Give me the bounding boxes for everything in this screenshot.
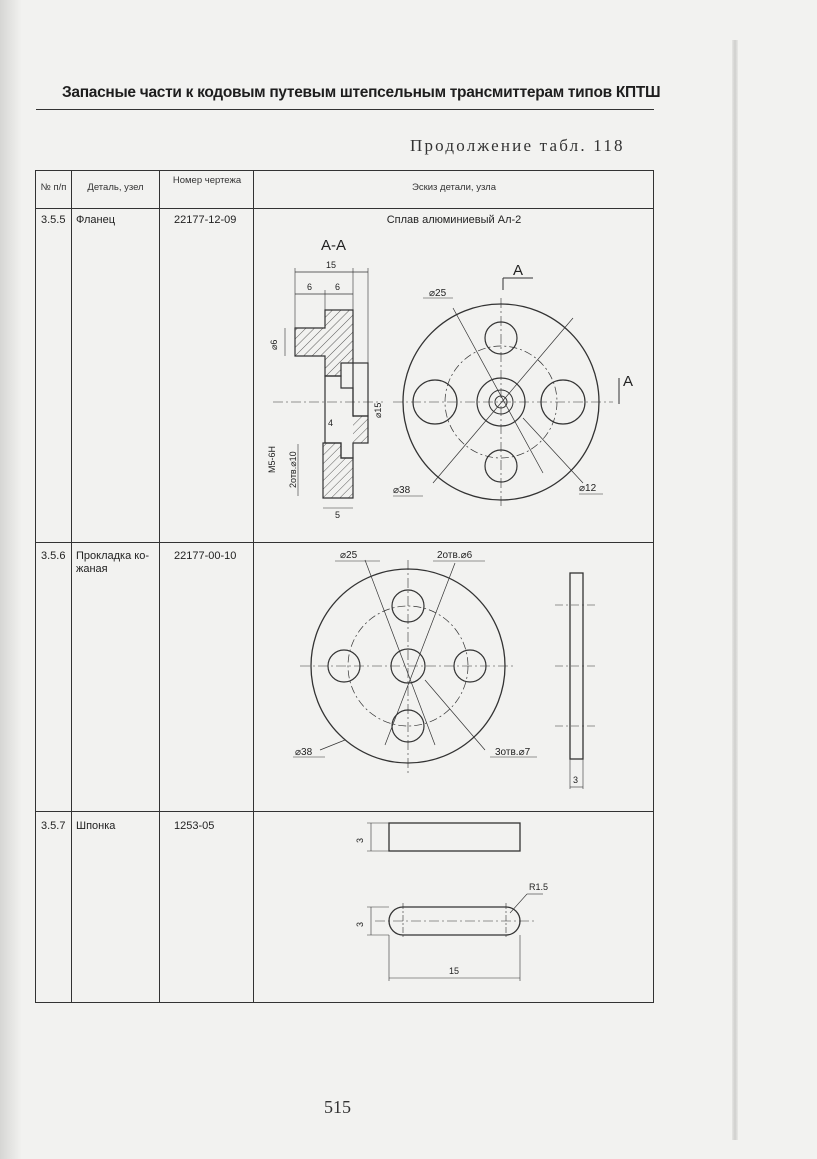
row-part-name: Фланец: [76, 214, 116, 226]
column-header-part: Деталь, узел: [87, 182, 144, 193]
row-drawing-number: 22177-12-09: [174, 214, 237, 226]
dim-d12: ⌀12: [579, 483, 597, 494]
key-drawing: [345, 818, 549, 988]
table-row-divider: [36, 208, 653, 209]
column-header-drawing: Номер чертежа: [172, 175, 242, 186]
table-col-divider: [159, 171, 160, 1002]
scan-shadow: [0, 0, 22, 1159]
flange-drawing: [253, 228, 653, 528]
row-part-name: Прокладка ко-жаная: [76, 550, 149, 575]
gasket-dim-d38: ⌀38: [295, 747, 313, 758]
dim-thread: М5-6Н: [267, 445, 277, 473]
dim-d6: ⌀6: [269, 339, 279, 350]
gasket-dim-3: 3: [573, 775, 579, 785]
scan-edge: [732, 40, 738, 1140]
cut-label-a-top: А: [513, 262, 524, 279]
dim-d38: ⌀38: [393, 485, 411, 496]
gasket-drawing: [285, 545, 615, 795]
row-number: 3.5.7: [41, 820, 66, 832]
gasket-dim-d25: ⌀25: [340, 550, 358, 561]
table-row-divider: [36, 542, 653, 543]
row-number: 3.5.6: [41, 550, 66, 562]
dim-d25: ⌀25: [429, 288, 447, 299]
row-material: Сплав алюминиевый Ал-2: [386, 214, 522, 226]
cut-label-a-right: А: [623, 373, 634, 390]
dim-5: 5: [335, 510, 341, 520]
key-dim-radius: R1.5: [529, 882, 549, 892]
page-number: 515: [324, 1097, 351, 1117]
column-header-sketch: Эскиз детали, узла: [411, 182, 497, 193]
key-dim-3-bottom: 3: [355, 921, 365, 927]
table-col-divider: [71, 171, 72, 1002]
column-header-number: № п/п: [40, 182, 67, 193]
dim-6b: 6: [335, 282, 341, 292]
row-drawing-number: 1253-05: [174, 820, 215, 832]
dim-length-15: 15: [326, 260, 337, 270]
gasket-dim-3-holes: 3отв.⌀7: [495, 747, 531, 758]
gasket-dim-2-holes: 2отв.⌀6: [437, 550, 473, 561]
header-rule: [36, 109, 654, 110]
key-dim-15: 15: [449, 966, 460, 976]
dim-6a: 6: [307, 282, 313, 292]
row-number: 3.5.5: [41, 214, 66, 226]
dim-2-holes: 2отв.⌀10: [288, 451, 298, 488]
table-row-divider: [36, 811, 653, 812]
dim-4: 4: [328, 418, 334, 428]
table-continuation-label: Продолжение табл. 118: [410, 136, 625, 155]
key-dim-3-top: 3: [355, 837, 365, 843]
dim-d15: ⌀15: [373, 402, 383, 418]
section-title: А-А: [321, 237, 347, 254]
page-header-title: Запасные части к кодовым путевым штепсельным трансмиттерам типов КПТШ: [62, 84, 661, 101]
row-drawing-number: 22177-00-10: [174, 550, 237, 562]
row-part-name: Шпонка: [76, 820, 116, 832]
